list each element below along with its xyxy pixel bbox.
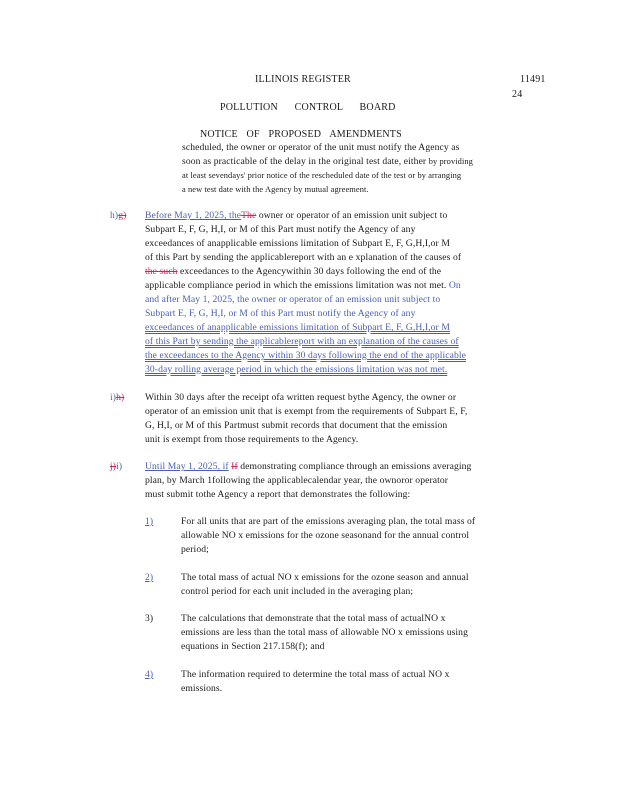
item-3-label: 3) [145, 613, 154, 624]
page-number: 11491 [520, 74, 546, 85]
para-h-line-11: the exceedances to the Agency within 30 days following the end of the applicable [145, 350, 467, 361]
item-3-line-1: The calculations that demonstrate that the total mass of actualNO x [181, 613, 446, 624]
item-1-line-1: For all units that are part of the emissions averaging plan, the total mass of [181, 516, 476, 527]
para-h-label: h)g) [110, 210, 127, 221]
item-1-line-2: allowable NO x emissions for the ozone seasonand for the annual control [181, 530, 470, 541]
item-4-line-1: The information required to determine the total mass of actual NO x [181, 669, 450, 680]
para-h-line-8: Subpart E, F, G, H,I, or M of this Part must notify the Agency of any [145, 308, 416, 319]
board-title: POLLUTION CONTROL BOARD [220, 102, 396, 113]
item-3-line-3: equations in Section 217.158(f); and [181, 641, 325, 652]
continuation-line-3: at least sevendays' prior notice of the rescheduled date of the test or by arranging [182, 171, 462, 180]
para-j-label: j)i) [110, 461, 123, 472]
continuation-line-1: scheduled, the owner or operator of the unit must notify the Agency as [182, 142, 460, 153]
para-j-line-2: plan, by March 1following the applicablecalendar year, the ownoror operator [145, 475, 449, 486]
continuation-line-2: soon as practicable of the delay in the original test date, either by providing [182, 156, 473, 167]
continuation-line-4: a new test date with the Agency by mutual agreement. [182, 185, 369, 194]
para-j-line-3: must submit tothe Agency a report that demonstrates the following: [145, 489, 411, 500]
para-h-line-7: and after May 1, 2025, the owner or operator of an emission unit subject to [145, 294, 441, 305]
register-title: ILLINOIS REGISTER [255, 74, 351, 85]
para-h-line-1: Before May 1, 2025, theThe owner or operator of an emission unit subject to [145, 210, 448, 221]
item-3-line-2: emissions are less than the total mass of allowable NO x emissions using [181, 627, 468, 638]
para-i-line-2: operator of an emission unit that is exempt from the requirements of Subpart E, F, [145, 406, 468, 417]
item-1-label: 1) [145, 516, 154, 527]
para-h-line-5: the such exceedances to the Agencywithin 30 days following the end of the [145, 266, 442, 277]
para-h-line-2: Subpart E, F, G, H,I, or M of this Part must notify the Agency of any [145, 224, 416, 235]
issue-number: 24 [512, 89, 523, 100]
para-h-line-12: 30-day rolling average period in which the emissions limitation was not met. [145, 364, 448, 375]
para-h-line-3: exceedances of anapplicable emissions limitation of Subpart E, F, G,H,I,or M [145, 238, 450, 249]
para-j-line-1: Until May 1, 2025, if If demonstrating compliance through an emissions averaging [145, 461, 472, 472]
para-i-line-4: unit is exempt from those requirements to the Agency. [145, 434, 359, 445]
notice-title: NOTICE OF PROPOSED AMENDMENTS [200, 129, 402, 140]
para-i-line-3: G, H,I, or M of this Partmust submit records that document that the emission [145, 420, 448, 431]
para-h-line-10: of this Part by sending the applicablereport with an explanation of the causes of [145, 336, 459, 347]
item-4-line-2: emissions. [181, 683, 223, 694]
para-i-label: i)h) [110, 392, 125, 403]
para-h-line-9: exceedances of anapplicable emissions limitation of Subpart E, F, G,H,I,or M [145, 322, 450, 333]
item-2-label: 2) [145, 572, 154, 583]
para-h-line-4: of this Part by sending the applicablereport with an e xplanation of the causes of [145, 252, 462, 263]
item-2-line-1: The total mass of actual NO x emissions for the ozone season and annual [181, 572, 469, 583]
item-2-line-2: control period for each unit included in the averaging plan; [181, 586, 414, 597]
item-4-label: 4) [145, 669, 154, 680]
para-h-line-6: applicable compliance period in which the emissions limitation was not met. On [145, 280, 461, 291]
para-i-line-1: Within 30 days after the receipt ofa written request bythe Agency, the owner or [145, 392, 457, 403]
item-1-line-3: period; [181, 544, 209, 555]
